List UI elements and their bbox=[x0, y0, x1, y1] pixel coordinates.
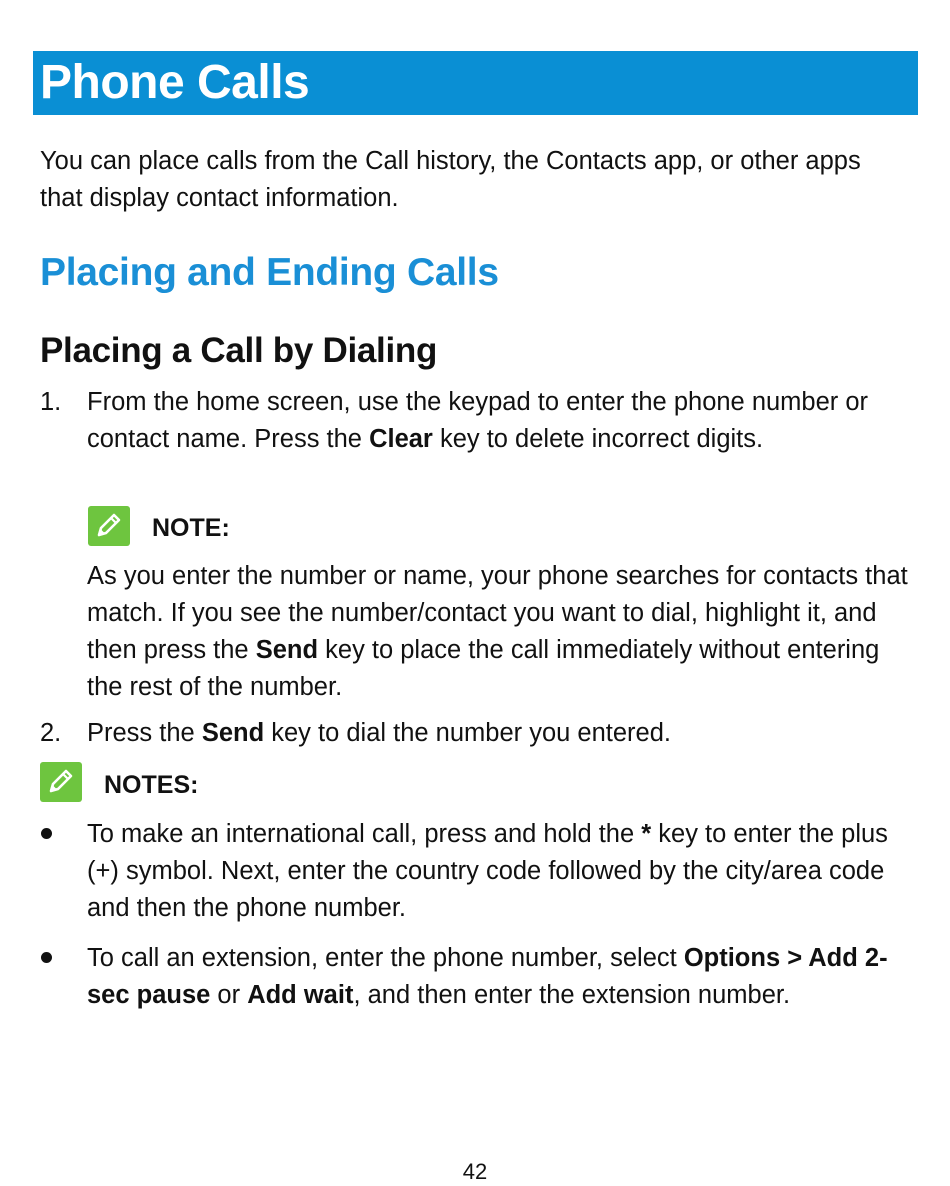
step-number: 1. bbox=[40, 388, 62, 416]
notes-label: NOTES: bbox=[104, 771, 199, 799]
note-text: As you enter the number or name, your phone searches for contacts that match. If you see the number/contact you want to dial, highlight it, and then press the Send key to place the call immediately without entering the rest of the number. bbox=[87, 562, 908, 701]
page-number: 42 bbox=[462, 1159, 488, 1184]
note-bullet-text: To call an extension, enter the phone number, select Options > Add 2-sec pause or Add wait, and then enter the extension number. bbox=[87, 944, 888, 1009]
step-number: 2. bbox=[40, 719, 62, 747]
note-bullet-text: To make an international call, press and hold the * key to enter the plus (+) symbol. Next, enter the country code followed by the city/area code and then the phone number. bbox=[87, 820, 888, 922]
section-heading: Placing and Ending Calls bbox=[40, 251, 499, 294]
step-text: From the home screen, use the keypad to enter the phone number or contact name. Press the Clear key to delete incorrect digits. bbox=[87, 388, 869, 453]
pencil-note-icon bbox=[88, 506, 130, 546]
step-text: Press the Send key to dial the number you entered. bbox=[87, 719, 671, 747]
title-bar bbox=[33, 51, 918, 115]
intro-paragraph: You can place calls from the Call history, the Contacts app, or other apps that display contact information. bbox=[40, 147, 861, 212]
pencil-note-icon bbox=[40, 762, 82, 802]
page-title: Phone Calls bbox=[40, 56, 310, 109]
subsection-heading: Placing a Call by Dialing bbox=[40, 331, 438, 370]
bullet-dot bbox=[41, 828, 52, 839]
bullet-dot bbox=[41, 952, 52, 963]
note-label: NOTE: bbox=[152, 514, 230, 542]
